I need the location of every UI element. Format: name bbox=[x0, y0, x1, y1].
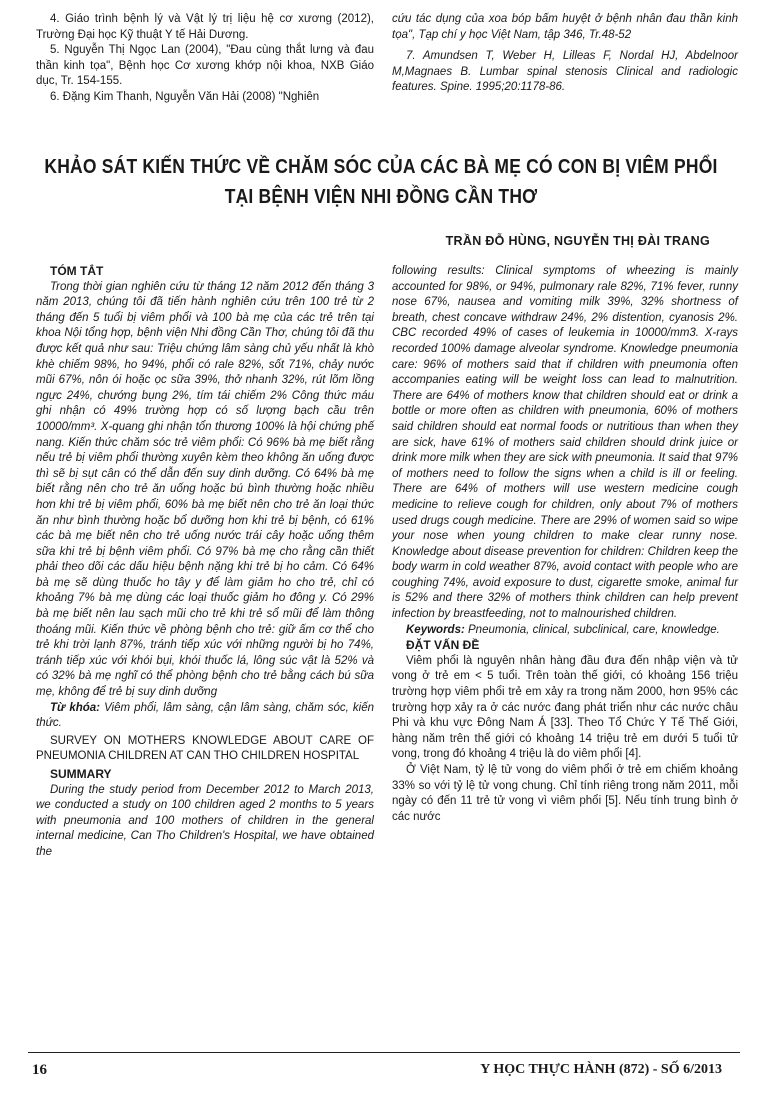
summary-heading: SUMMARY bbox=[50, 767, 112, 781]
datvande-heading: ĐẶT VẤN ĐỀ bbox=[406, 638, 480, 653]
authors: TRẦN ĐỖ HÙNG, NGUYỄN THỊ ĐÀI TRANG bbox=[445, 234, 710, 248]
footer-rule bbox=[28, 1052, 740, 1053]
reference-6: 6. Đặng Kim Thanh, Nguyễn Văn Hải (2008) "Nghiên bbox=[50, 90, 320, 103]
tukhoa-line bbox=[36, 701, 374, 732]
summary-body-left: During the study period from December 2012 to March 2013, we conducted a study on 100 children aged 2 months to 5 years with pneumonia and 100 mothers of children in the general internal medicine, Can Tho Children's Hospital, we have obtained the bbox=[36, 783, 374, 858]
references-right bbox=[392, 12, 738, 96]
journal-footer: Y HỌC THỰC HÀNH (872) - SỐ 6/2013 bbox=[480, 1062, 722, 1077]
tomtat-heading: TÓM TẮT bbox=[50, 264, 104, 278]
page-number: 16 bbox=[32, 1062, 47, 1078]
reference-6-continued: cứu tác dụng của xoa bóp bấm huyệt ở bệnh nhân đau thần kinh tọa", Tạp chí y học Việt Nam, tập 346, Tr.48-52 bbox=[392, 13, 738, 41]
tukhoa-text: Viêm phổi, lâm sàng, cận lâm sàng, chăm sóc, kiến thức. bbox=[36, 701, 374, 730]
body-left-column bbox=[36, 264, 374, 861]
tukhoa-label: Từ khóa: bbox=[50, 701, 100, 714]
article-title-line-2: TẠI BỆNH VIỆN NHI ĐỒNG CẦN THƠ bbox=[224, 184, 538, 208]
article-title bbox=[0, 151, 762, 211]
keywords-line bbox=[392, 623, 738, 639]
reference-5: 5. Nguyễn Thị Ngọc Lan (2004), "Đau cùng thắt lưng và đau thần kinh tọa", Bệnh học Cơ xương khớp nội khoa, NXB Giáo dục, Tr. 154-155. bbox=[36, 44, 374, 88]
article-title-line-1: KHẢO SÁT KIẾN THỨC VỀ CHĂM SÓC CỦA CÁC BÀ MẸ CÓ CON BỊ VIÊM PHỔI bbox=[44, 154, 718, 178]
keywords-label: Keywords: bbox=[406, 623, 465, 636]
keywords-text: Pneumonia, clinical, subclinical, care, knowledge. bbox=[468, 623, 720, 636]
datvande-paragraph-1: Viêm phổi là nguyên nhân hàng đầu đưa đến nhập viện và tử vong ở trẻ em < 5 tuổi. Trên toàn thế giới, có khoảng 156 triệu trường hợp viêm phổi trẻ em xảy ra trong năm 2000, hơn 95% các trường hợp xảy ra ở các nước đang phát triển như các nước châu Phi và khu vực Đông Nam Á [33]. Theo Tổ Chức Y Tế Thế Giới, hàng năm trên thế giới có khoảng 14 triệu trẻ em dưới 5 tuổi tử vong, trong đó khoảng 4 triệu là do viêm phổi [4]. bbox=[392, 654, 738, 761]
summary-body-right: following results: Clinical symptoms of wheezing is mainly accounted for 98%, or 94%, pulmonary rale 82%, 71% fever, runny nose 67%, nausea and vomiting milk 39%, 32% shortness of breath, chest concave withdraw 24%, 2% distention, cyanosis 2%. CBC recorded 49% of cases of leukemia in 10000/mm3. X-rays recorded 100% damage alveolar syndrome. Knowledge pneumonia care: 96% of mothers said that if children with pneumonia often accompanies eating will be weight loss can lead to malnutrition. There are 64% of mothers know that children should eat or drink a bottle or more often as children with pneumonia, 60% of mothers said children should eat normal foods or nutritious than when they are sick, have 61% of mothers said children should drink juice or drink more milk when they are sick with pneumonia. It said that 97% of mothers need to follow the signs when a child is ill or feeling. There are 64% of mothers will use western medicine cough medicine to relieve cough for children, only about 7% of mothers used drugs cough medicine. There are 29% of women said so wipe your nose when young children to make clear runny nose. Knowledge about disease prevention for children: Children keep the body warm in cold weather 87%, avoid contact with people who are coughing 74%, avoid exposure to dust, cigarette smoke, animal fur is 52% and there 32% of mothers think children can help prevent infection by breastfeeding, not to malnourished children. bbox=[392, 265, 738, 621]
reference-4: 4. Giáo trình bệnh lý và Vật lý trị liệu hệ cơ xương (2012), Trường Đại học Kỹ thuật Y tế Hải Dương. bbox=[36, 13, 374, 41]
body-right-column bbox=[392, 264, 738, 825]
english-title: SURVEY ON MOTHERS KNOWLEDGE ABOUT CARE OF PNEUMONIA CHILDREN AT CAN THO CHILDREN HOSPITAL bbox=[36, 734, 374, 763]
datvande-paragraph-2: Ở Việt Nam, tỷ lệ tử vong do viêm phổi ở trẻ em chiếm khoảng 33% so với tỷ lệ tử vong chung. Chỉ tính riêng trong năm 2011, mỗi ngày có đến 11 trẻ tử vong vì viêm phổi [5]. Nếu tính trung bình ở các nước bbox=[392, 764, 738, 823]
reference-7: 7. Amundsen T, Weber H, Lilleas F, Nordal HJ, Abdelnoor M,Magnaes B. Lumbar spinal stenosis Clinical and radiologic features. Spine. 1995;20:1178-86. bbox=[392, 50, 738, 94]
references-left bbox=[36, 12, 374, 106]
tomtat-body: Trong thời gian nghiên cứu từ tháng 12 năm 2012 đến tháng 3 năm 2013, chúng tôi đã tiến hành nghiên cứu trên 100 trẻ từ 2 tháng đến 5 tuổi bị viêm phổi và 100 bà mẹ của các trẻ trên tại khoa Nội tổng hợp, bệnh viện Nhi đồng Cần Thơ, chúng tôi đã thu được kết quả như sau: Triệu chứng lâm sàng chủ yếu nhất là khò khè chiếm 98%, ho 94%, phổi có rale 82%, sốt 71%, chảy nước mũi 67%, nôn ói hoặc ọc sữa 39%, thở nhanh 32%, rút lõm lồng ngực 24%, chướng bụng 2%, tím tái chiếm 2% Công thức máu ghi nhận có 49% trường hợp có số lượng bạch cầu trên 10000/mm³. X-quang ghi nhận tổn thương 100% là hội chứng phế nang. Kiến thức chăm sóc trẻ viêm phổi: Có 96% bà mẹ biết rằng nếu trẻ bị viêm phổi thường xuyên kèm theo không ăn uống được thì sẽ bị sụt cân có thể dẫn đến suy dinh dưỡng. Có 64% bà mẹ biết rằng nên cho trẻ ăn uống hoặc bú bình thường hoặc nhiều hơn khi trẻ bị viêm phổi, 60% bà mẹ biết nên cho trẻ ăn loại thức ăn như bình thường hoặc bổ dưỡng hơn khi trẻ bị bệnh, có 61% các bà mẹ biết nên cho trẻ uống nước trái cây hoặc uống thêm sữa khi trẻ bị bệnh viêm phổi. Có 97% bà mẹ cho rằng cần thiết phải theo dõi các dấu hiệu bệnh nặng khi trẻ bị ho cảm. Có 64% bà mẹ sẽ dùng thuốc ho tây y để làm giảm ho cho trẻ, chỉ có khoảng 7% bà mẹ dùng các loại thuốc giảm ho đông y. Có 29% bà mẹ biết nên lau sạch mũi cho trẻ khi trẻ sổ mũi để làm thông thoáng mũi. Kiến thức về phòng bệnh cho trẻ: giữ ấm cơ thể cho trẻ khi trời lạnh 87%, tránh tiếp xúc với những người bị ho 74%, tránh tiếp xúc với khói bụi, khói thuốc lá, lông súc vật là 52% và có 32% bà mẹ nghĩ có thể phòng bệnh cho trẻ bằng cách bú sữa mẹ, không để trẻ bị suy dinh dưỡng bbox=[36, 280, 374, 699]
